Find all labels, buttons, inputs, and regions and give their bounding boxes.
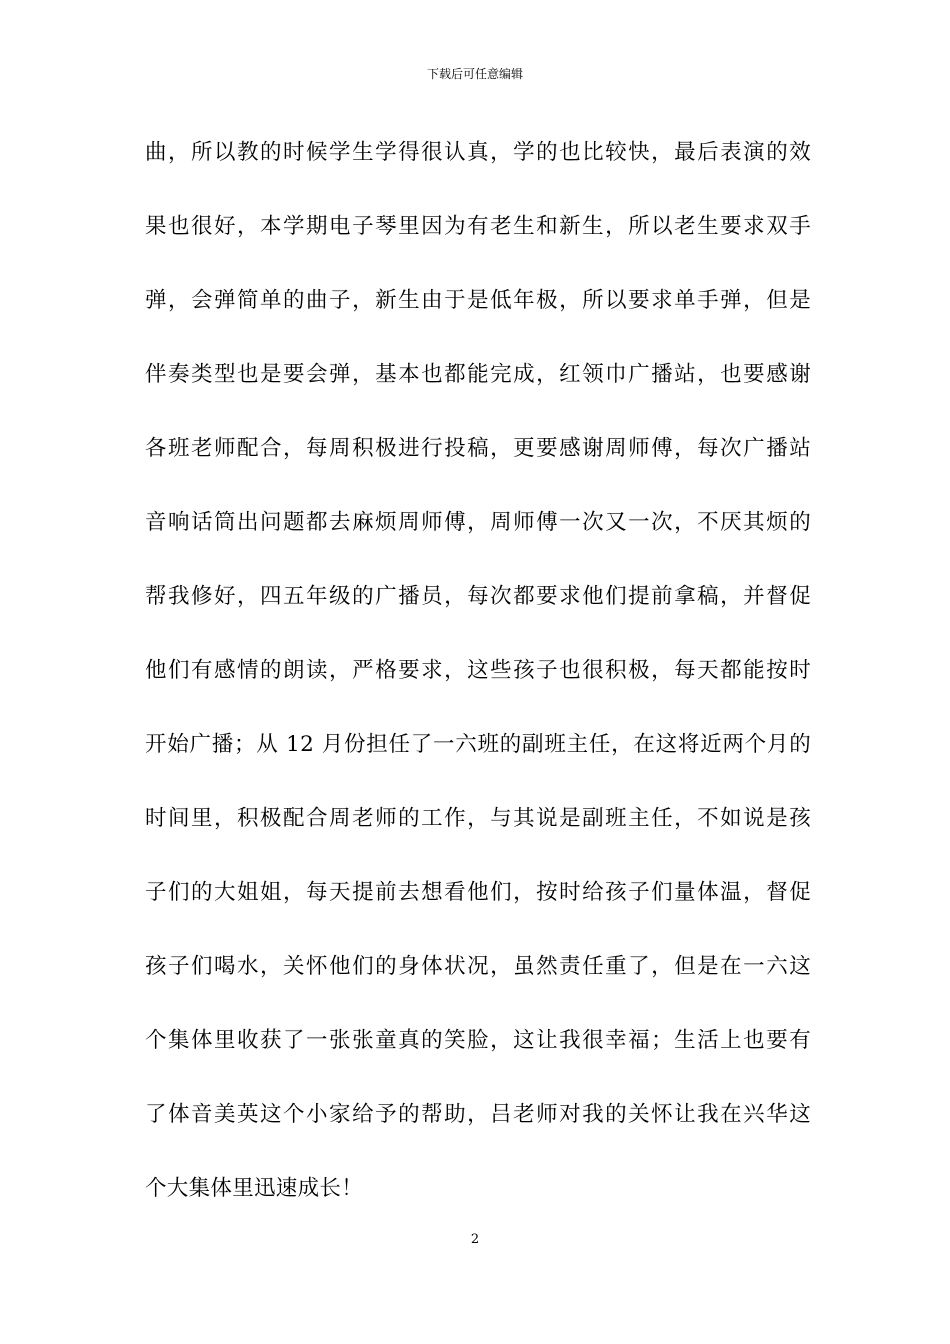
- body-paragraph: [145, 116, 811, 1226]
- body-line: 子们的大姐姐，每天提前去想看他们，按时给孩子们量体温，督促: [145, 880, 811, 905]
- body-line: 曲，所以教的时候学生学得很认真，学的也比较快，最后表演的效: [145, 140, 811, 165]
- body-line: 孩子们喝水，关怀他们的身体状况，虽然责任重了，但是在一六这: [145, 954, 811, 979]
- page-header: 下载后可任意编辑: [426, 67, 523, 81]
- body-line-last: 个大集体里迅速成长！: [145, 1176, 364, 1201]
- body-line: 伴奏类型也是要会弹，基本也都能完成，红领巾广播站，也要感谢: [145, 362, 811, 387]
- body-line: 音响话筒出问题都去麻烦周师傅，周师傅一次又一次，不厌其烦的: [145, 510, 811, 535]
- body-line: 帮我修好，四五年级的广播员，每次都要求他们提前拿稿，并督促: [145, 584, 811, 609]
- body-line: 各班老师配合，每周积极进行投稿，更要感谢周师傅，每次广播站: [145, 436, 811, 461]
- body-line: 弹，会弹简单的曲子，新生由于是低年极，所以要求单手弹，但是: [145, 288, 811, 313]
- body-line: 时间里，积极配合周老师的工作，与其说是副班主任，不如说是孩: [145, 806, 811, 831]
- body-line: 开始广播；从 12 月份担任了一六班的副班主任，在这将近两个月的: [145, 732, 811, 757]
- body-line: 果也很好，本学期电子琴里因为有老生和新生，所以老生要求双手: [145, 214, 811, 239]
- page-number: 2: [470, 1232, 480, 1247]
- body-line: 个集体里收获了一张张童真的笑脸，这让我很幸福；生活上也要有: [145, 1028, 811, 1053]
- body-line: 了体音美英这个小家给予的帮助，吕老师对我的关怀让我在兴华这: [145, 1102, 811, 1127]
- body-line: 他们有感情的朗读，严格要求，这些孩子也很积极，每天都能按时: [145, 658, 811, 683]
